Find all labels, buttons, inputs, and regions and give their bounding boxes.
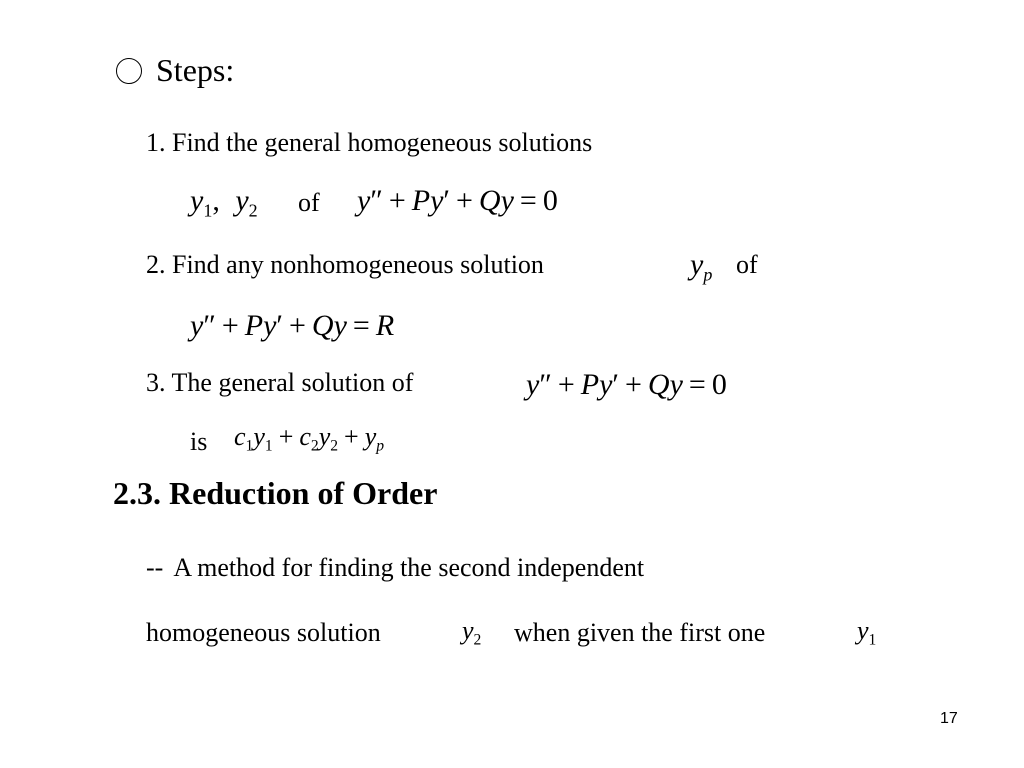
desc-y2: $y_2$	[462, 616, 482, 649]
description-line2b: when given the first one	[514, 618, 766, 647]
section-title: 2.3. Reduction of Order	[113, 475, 438, 511]
step3-text: 3. The general solution of	[146, 368, 414, 397]
step3-equation: y″ + Py′ + Qy = 0	[526, 368, 727, 401]
step1-equation: y″ + Py′ + Qy = 0	[357, 184, 558, 217]
step2-text: 2. Find any nonhomogeneous solution	[146, 250, 544, 279]
hollow-circle-icon	[116, 58, 142, 84]
steps-bullet	[116, 52, 234, 89]
step1-of: of	[298, 188, 320, 217]
step2-of: of	[736, 250, 758, 279]
general-solution: $c_1y_1 + c_2y_2 + y_p$	[234, 422, 385, 455]
steps-label: Steps:	[156, 52, 235, 88]
page-number: 17	[940, 710, 958, 727]
step2-yp: $y_p$	[690, 248, 713, 285]
description-line1: -- A method for finding the second independent	[146, 553, 645, 582]
dash: --	[146, 553, 164, 582]
step1-text: 1. Find the general homogeneous solutions	[146, 128, 593, 157]
desc-y1: $y_1$	[857, 616, 877, 649]
step3-is: is	[190, 427, 208, 456]
step2-equation: y″ + Py′ + Qy = R	[190, 309, 395, 342]
step1-solutions: $y_1$, $y_2$	[190, 184, 258, 221]
description-line2: homogeneous solution	[146, 618, 381, 647]
